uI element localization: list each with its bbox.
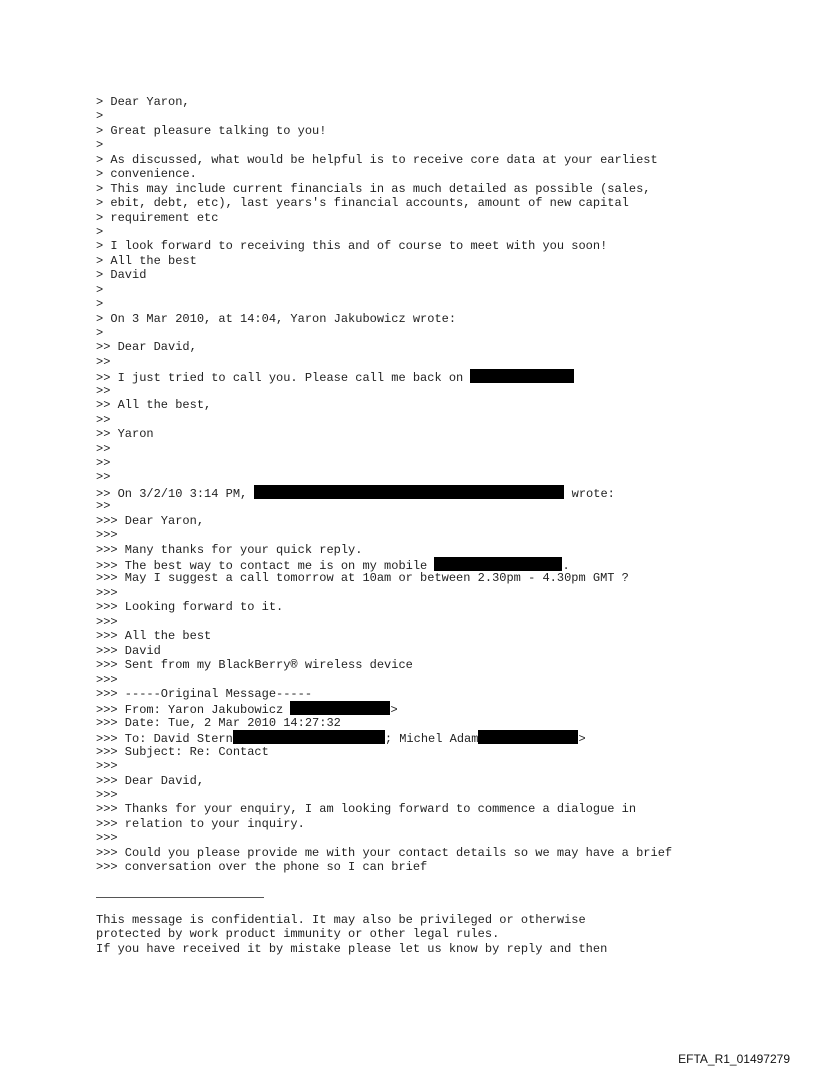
email-line: >> <box>96 354 111 369</box>
disclaimer-line: protected by work product immunity or other legal rules. <box>96 927 500 942</box>
email-line: >> <box>96 412 111 427</box>
email-line: > Dear Yaron, <box>96 95 190 109</box>
disclaimer-line: This message is confidential. It may also be privileged or otherwise <box>96 913 586 927</box>
email-line: >>> Looking forward to it. <box>96 600 284 615</box>
email-line <box>96 485 796 499</box>
email-line: >>> Thanks for your enquiry, I am looking forward to commence a dialogue in <box>96 802 637 817</box>
disclaimer-line: If you have received it by mistake please let us know by reply and then <box>96 941 608 956</box>
email-line-text: >>> To: David Stern <box>96 732 233 747</box>
email-line: > <box>96 109 104 124</box>
email-line-text: >> I just tried to call you. Please call me back on <box>96 371 464 386</box>
confidentiality-disclaimer <box>96 913 796 956</box>
bates-number: EFTA_R1_01497279 <box>678 1052 790 1066</box>
email-line: >>> All the best <box>96 629 212 644</box>
email-line: >> <box>96 455 111 470</box>
email-line: >>> -----Original Message----- <box>96 686 313 701</box>
email-line: >>> May I suggest a call tomorrow at 10am or between 2.30pm - 4.30pm GMT ? <box>96 571 629 586</box>
email-line: >>> Many thanks for your quick reply. <box>96 542 363 557</box>
email-line-suffix: > <box>578 732 586 747</box>
email-line: >> All the best, <box>96 398 212 413</box>
email-line: >>> <box>96 672 118 687</box>
email-line <box>96 557 796 571</box>
email-line: >>> conversation over the phone so I can brief <box>96 860 428 875</box>
email-line-suffix: > <box>390 703 398 718</box>
email-line: >>> <box>96 759 118 774</box>
email-line: > On 3 Mar 2010, at 14:04, Yaron Jakubowicz wrote: <box>96 311 457 326</box>
redaction-bar <box>478 730 578 744</box>
email-line: >>> <box>96 528 118 543</box>
email-line: > All the best <box>96 253 197 268</box>
email-line: > David <box>96 268 147 283</box>
email-line: > This may include current financials in as much detailed as possible (sales, <box>96 181 651 196</box>
email-line: > <box>96 297 104 312</box>
email-line-suffix: wrote: <box>564 486 615 501</box>
email-line: >>> Subject: Re: Contact <box>96 744 269 759</box>
redaction-bar <box>290 701 390 715</box>
email-line: > <box>96 326 104 340</box>
email-line-text: >>> The best way to contact me is on my mobile <box>96 559 428 573</box>
email-line: >> <box>96 470 111 485</box>
footer-divider <box>96 897 264 898</box>
email-line: >>> Dear Yaron, <box>96 513 205 528</box>
email-line <box>96 701 796 718</box>
email-line: >> Yaron <box>96 427 154 442</box>
email-line: >> Dear David, <box>96 340 197 355</box>
email-line: >>> Could you please provide me with your contact details so we may have a brief <box>96 845 673 860</box>
email-line: >>> Date: Tue, 2 Mar 2010 14:27:32 <box>96 715 341 730</box>
redaction-bar <box>434 557 562 571</box>
redaction-bar <box>470 369 574 383</box>
email-line <box>96 369 796 386</box>
email-line: >>> <box>96 831 118 846</box>
email-line: >>> Sent from my BlackBerry® wireless device <box>96 658 413 673</box>
email-line-suffix: . <box>562 559 570 573</box>
email-line: >>> <box>96 788 118 802</box>
email-line: >> <box>96 499 111 514</box>
email-line-suffix: ; Michel Adam <box>384 732 479 747</box>
email-line: > requirement etc <box>96 210 219 225</box>
email-line: >>> <box>96 585 118 600</box>
email-line: >>> relation to your inquiry. <box>96 816 305 831</box>
email-line: > <box>96 282 104 297</box>
email-line <box>96 730 796 747</box>
email-line-text: >>> From: Yaron Jakubowicz <box>96 703 284 718</box>
email-line: >>> David <box>96 643 161 658</box>
redaction-bar <box>254 485 564 499</box>
email-thread <box>96 95 796 875</box>
email-line-text: >> On 3/2/10 3:14 PM, <box>96 486 248 501</box>
email-line: > As discussed, what would be helpful is to receive core data at your earliest <box>96 152 658 167</box>
redaction-bar <box>233 730 385 744</box>
email-line: > convenience. <box>96 167 197 182</box>
email-line: > <box>96 138 104 153</box>
email-line: > ebit, debt, etc), last years's financial accounts, amount of new capital <box>96 196 629 211</box>
email-line: >>> Dear David, <box>96 773 205 788</box>
email-line: > Great pleasure talking to you! <box>96 123 327 138</box>
email-line: > <box>96 224 104 239</box>
email-line: >> <box>96 383 111 398</box>
email-line: >>> <box>96 614 118 629</box>
email-line: >> <box>96 441 111 456</box>
email-line: > I look forward to receiving this and of course to meet with you soon! <box>96 239 608 254</box>
